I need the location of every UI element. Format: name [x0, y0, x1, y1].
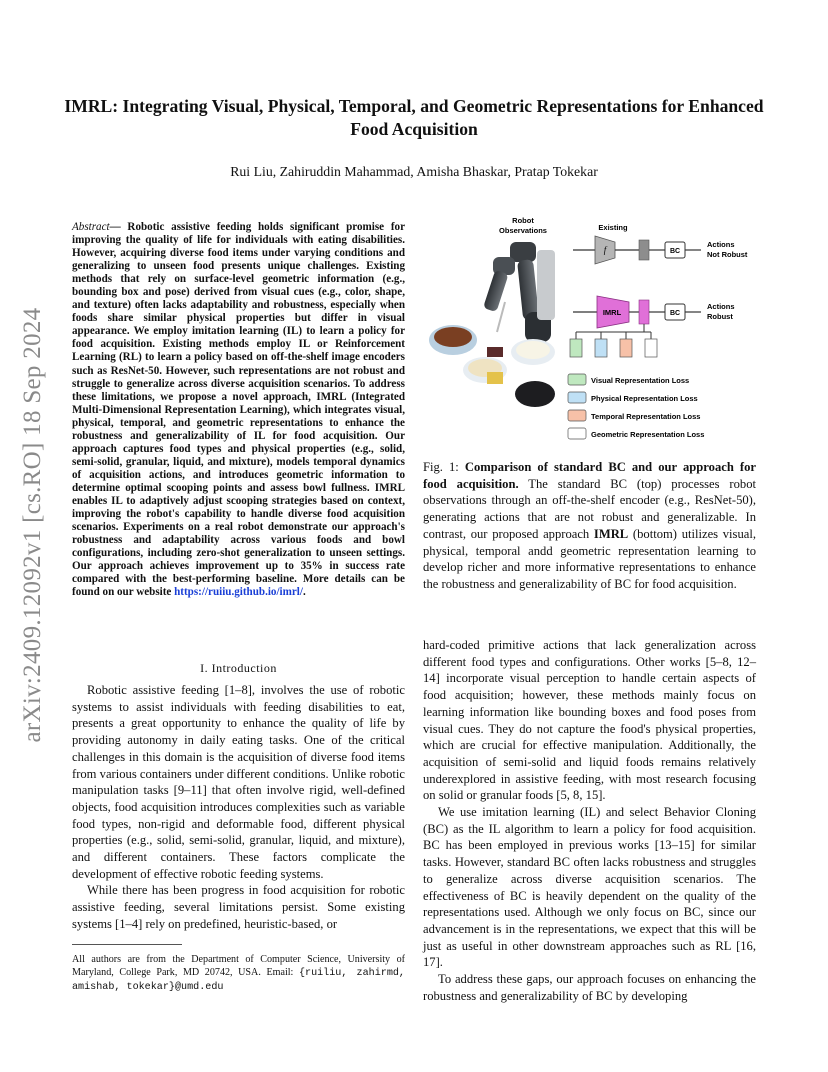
physical-loss-head [595, 339, 607, 357]
body-paragraph: To address these gaps, our approach focuses on enhancing the robustness and generalizability of BC by developing [423, 972, 756, 1003]
body-paragraph: hard-coded primitive actions that lack generalization across different food types and configurations. Other works [5–8, 12–14] incorporate visual perception to handle certain aspects of food acquisition; however, these methods mainly focus on learning information like bounding boxes and food poses from visual cues. They do not capture the food's physical properties, which are crucial for effective manipulation. Additionally, the acquisition of semi-solid and liquid foods remains relatively underexplored in assistive feeding, with most research focusing on solid or granular foods [5, 8, 15]. [423, 638, 756, 803]
caption-prefix: Fig. 1: [423, 460, 465, 474]
right-column-body [423, 637, 756, 1004]
loss-heads [570, 332, 657, 357]
figure-caption [423, 459, 756, 593]
not-robust-label: Not Robust [707, 250, 748, 259]
footnote-emails: {ruiliu, zahirmd, amishab, tokekar}@umd.edu [72, 968, 405, 993]
author-list: Rui Liu, Zahiruddin Mahammad, Amisha Bhaskar, Pratap Tokekar [230, 164, 598, 179]
abstract-label: Abstract [72, 221, 110, 233]
legend-physical: Physical Representation Loss [591, 394, 698, 403]
bc-label-bottom: BC [669, 310, 681, 317]
legend-swatch-visual [568, 374, 586, 385]
legend-swatch-physical [568, 392, 586, 403]
robust-label: Robust [707, 312, 733, 321]
imrl-feature-block [639, 300, 649, 324]
body-paragraph: We use imitation learning (IL) and select Behavior Cloning (BC) as the IL algorithm to learn a policy for food acquisition. BC has been employed in previous works [13–15] for similar tasks. However, standard BC often lacks robustness and struggles to generalize across diverse acquisition scenarios. The effectiveness of BC is heavily dependent on the quality of the representations used. Although we only focus on BC, since our advancement is in the representations, we expect that this will be just as useful in other downstream approaches such as RL [16, 17]. [423, 805, 756, 970]
footnote [72, 953, 405, 994]
footnote-rule [72, 944, 182, 945]
abstract [72, 221, 405, 599]
robot-arm-illustration [483, 242, 555, 342]
geometric-loss-head [645, 339, 657, 357]
caption-text-2: (bottom) utilizes visual, physical, temporal andd geometric representation learning to develop richer and more informative representations to enhance the robustness and generalizability of BC for food acquisition. [423, 526, 756, 591]
figure-1-diagram [425, 212, 760, 447]
abstract-end: . [302, 586, 306, 599]
arxiv-stamp [18, 290, 48, 760]
paper-title: IMRL: Integrating Visual, Physical, Temporal, and Geometric Representations for Enhanced Food Acquisition [64, 96, 764, 139]
footnote-text: All authors are from the Department of Computer Science, University of Maryland, College Park, MD 20742, USA. Email: [72, 954, 405, 978]
feature-block [639, 240, 649, 260]
caption-text-1: The standard BC (top) processes robot observations through an off-the-shelf encoder (e.g., ResNet-50), generating actions that are not robust and generalizable. In contrast, our proposed approach [423, 476, 756, 541]
bc-label-top: BC [669, 248, 681, 255]
intro-body [72, 682, 405, 933]
intro-paragraph: Robotic assistive feeding [1–8], involves the use of robotic systems to assist individuals with feeding disabilities to eat, presents a great opportunity to enhance the quality of life by providing autonomy in daily eating tasks. One of the critical challenges in this domain is the acquisition of diverse food items from various containers under different conditions. Unlike robotic manipulation tasks [9–11] that often involve rigid, well-defined objects, food acquisition introduces complexities such as variable food types, non-rigid and deformable food, different physical properties (e.g., solid, semi-solid, granular, liquid, and mixture), and different containers. These factors complicate the development of effective robotic feeding systems. [72, 683, 405, 881]
intro-paragraph: While there has been progress in food acquisition for robotic assistive feeding, several limitations persist. Some existing systems [1–4] rely on predefined, heuristic-based, or [72, 883, 405, 931]
robot-observations-label: Robot [512, 216, 534, 225]
caption-bold: Comparison of standard BC and our approach for food acquisition. [423, 460, 756, 491]
arxiv-id: arXiv:2409.12092v1 [cs.RO] 18 Sep 2024 [19, 307, 46, 743]
visual-loss-head [570, 339, 582, 357]
actions-bottom-label: Actions [707, 302, 735, 311]
actions-top-label: Actions [707, 240, 735, 249]
legend-swatch-temporal [568, 410, 586, 421]
loss-legend [568, 374, 704, 439]
legend-visual: Visual Representation Loss [591, 376, 690, 385]
existing-label: Existing [598, 223, 628, 232]
robot-observations-label-2: Observations [499, 226, 547, 235]
section-heading: I. Introduction [200, 661, 277, 675]
caption-bold-imrl: IMRL [593, 526, 629, 541]
legend-swatch-geometric [568, 428, 586, 439]
legend-geometric: Geometric Representation Loss [591, 430, 705, 439]
temporal-loss-head [620, 339, 632, 357]
encoder-f-label: f [603, 245, 607, 255]
figure-1 [425, 212, 760, 447]
imrl-label: IMRL [602, 308, 622, 317]
legend-temporal: Temporal Representation Loss [591, 412, 701, 421]
website-link[interactable]: https://ruiiu.github.io/imrl/ [174, 586, 303, 599]
abstract-text: — Robotic assistive feeding holds significant promise for improving the quality of life for individuals with eating disabilities. However, acquiring diverse food items under varying conditions and generalizing to unseen food presents unique challenges. Existing methods that rely on surface-level geometric information (e.g., bounding box and pose) derived from visual cues (e.g., color, shape, and texture) often lacks adaptability and robustness, especially when foods share similar physical properties but differ in visual appearance. We employ imitation learning (IL) to learn a policy for food acquisition. Existing methods employ IL or Reinforcement Learning (RL) to learn a policy based on off-the-shelf image encoders such as ResNet-50. However, such representations are not robust and struggle to generalize across diverse acquisition scenarios. To address these limitations, we propose a novel approach, IMRL (Integrated Multi-Dimensional Representation Learning), which integrates visual, physical, temporal, and geometric representations to enhance the robustness and generalizability of IL for food acquisition. Our approach captures food types and physical properties (e.g., solid, semi-solid, granular, liquid, and mixture), models temporal dynamics of acquisition actions, and introduces geometric information to determine optimal scooping points and assess bowl fullness. IMRL enables IL to adaptively adjust scooping strategies based on context, improving the robot's capability to handle diverse food acquisition scenarios. Experiments on a real robot demonstrate our approach's robustness and adaptability across various foods and bowl configurations, including zero-shot generalization to unseen settings. Our approach achieves improvement up to 35% in success rate compared with the best-performing baseline. More details can be found on our website [72, 221, 405, 599]
